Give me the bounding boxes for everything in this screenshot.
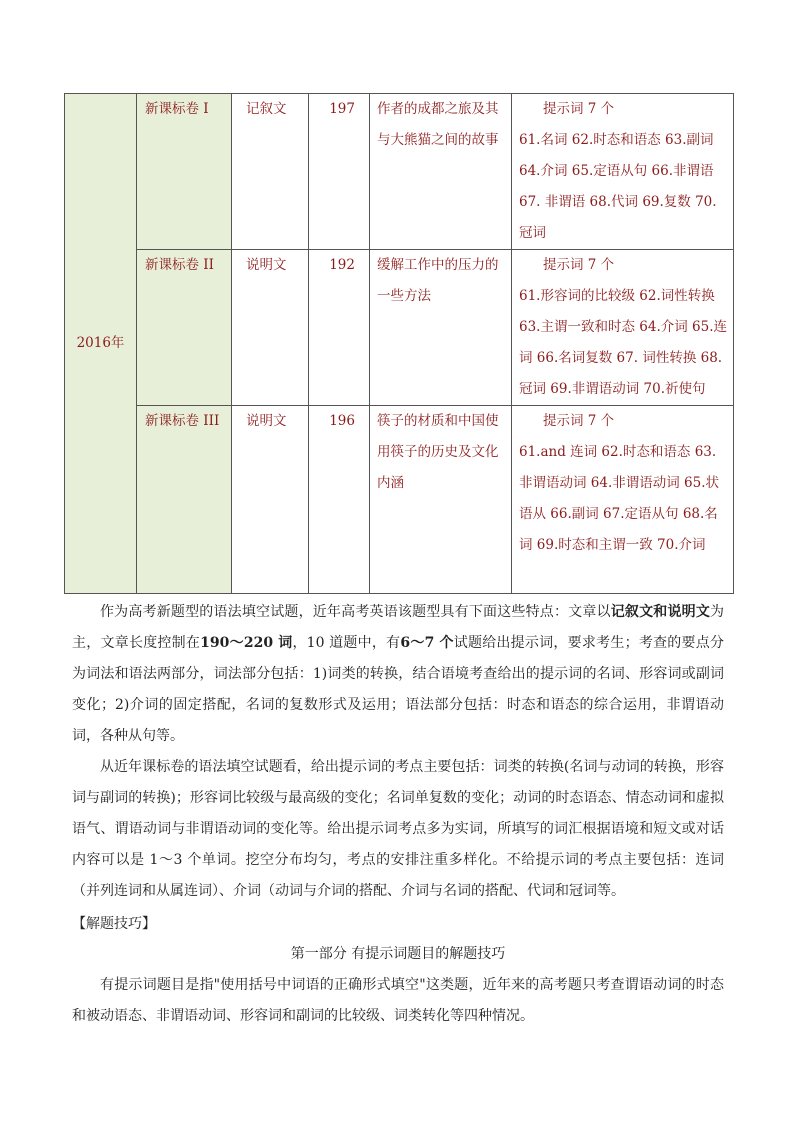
test-points-list: 61.名词 62.时态和语态 63.副词 64.介词 65.定语从句 66.非谓语 67. 非谓语 68.代词 69.复数 70.冠词 [519, 132, 717, 241]
test-points-list: 61.形容词的比较级 62.词性转换 63.主谓一致和时态 64.介词 65.连词 66.名词复数 67. 词性转换 68.冠词 69.非谓语动词 70.祈使句 [519, 288, 727, 397]
paragraph-text: ，10 道题中，有 [292, 635, 401, 651]
topic-cell: 作者的成都之旅及其与大熊猫之间的故事 [370, 94, 512, 250]
exam-analysis-table [64, 93, 734, 594]
hint-count: 提示词 7 个 [543, 257, 615, 273]
paragraph-text: 为主，文章长度控制在 [72, 604, 725, 651]
word-count-cell: 196 [309, 406, 370, 594]
section-heading: 【解题技巧】 [72, 916, 156, 932]
test-points-cell [512, 94, 734, 250]
emphasis-genre: 记叙文和说明文 [610, 604, 711, 620]
test-points-cell [512, 250, 734, 406]
test-points-list: 61.and 连词 62.时态和语态 63.非谓语动词 64.非谓语动词 65.状语从 66.副词 67.定语从句 68.名词 69.时态和主谓一致 70.介词 [519, 444, 720, 553]
genre-cell: 说明文 [232, 406, 309, 594]
word-count-cell: 197 [309, 94, 370, 250]
paper-cell: 新课标卷 I [137, 94, 232, 250]
topic-cell: 筷子的材质和中国使用筷子的历史及文化内涵 [370, 406, 512, 594]
emphasis-length: 190～220 词 [200, 635, 293, 651]
table-row [65, 406, 734, 594]
genre-cell: 记叙文 [232, 94, 309, 250]
paragraph-hint-questions: 有提示词题目是指"使用括号中词语的正确形式填空"这类题，近年来的高考题只考查谓语动词的时态和被动语态、非谓语动词、形容词和副词的比较级、词类转化等四种情况。 [72, 977, 724, 1024]
paragraph-features [72, 597, 724, 752]
table-row [65, 250, 734, 406]
year-cell: 2016年 [65, 94, 137, 594]
paragraph-text: 作为高考新题型的语法填空试题，近年高考英语该题型具有下面这些特点：文章以 [100, 604, 611, 620]
part-heading: 第一部分 有提示词题目的解题技巧 [290, 946, 506, 962]
emphasis-count: 6～7 个 [400, 635, 454, 651]
table-row [65, 94, 734, 250]
paragraph-text: 试题给出提示词，要求考生；考查的要点分为词法和语法两部分，词法部分包括：1)词类的转换，结合语境考查给出的提示词的名词、形容词或副词变化；2)介词的固定搭配，名词的复数形式及运用；语法部分包括：时态和语态的综合运用，非谓语动词，各种从句等。 [72, 635, 725, 744]
hint-count: 提示词 7 个 [543, 413, 615, 429]
topic-cell: 缓解工作中的压力的一些方法 [370, 250, 512, 406]
genre-cell: 说明文 [232, 250, 309, 406]
paper-cell: 新课标卷 II [137, 250, 232, 406]
paper-cell: 新课标卷 III [137, 406, 232, 594]
test-points-cell [512, 406, 734, 594]
paragraph-test-points: 从近年课标卷的语法填空试题看，给出提示词的考点主要包括：词类的转换(名词与动词的转换，形容词与副词的转换)；形容词比较级与最高级的变化；名词单复数的变化；动词的时态语态、情态动词和虚拟语气、谓语动词与非谓语动词的变化等。给出提示词考点多为实词，所填写的词汇根据语境和短文或对话内容可以是 1～3 个单词。挖空分布均匀，考点的安排注重多样化。不给提示词的考点主要包括：连词（并列连词和从属连词）、介词（动词与介词的搭配、介词与名词的搭配、代词和冠词等。 [72, 759, 724, 899]
word-count-cell: 192 [309, 250, 370, 406]
hint-count: 提示词 7 个 [543, 101, 615, 117]
